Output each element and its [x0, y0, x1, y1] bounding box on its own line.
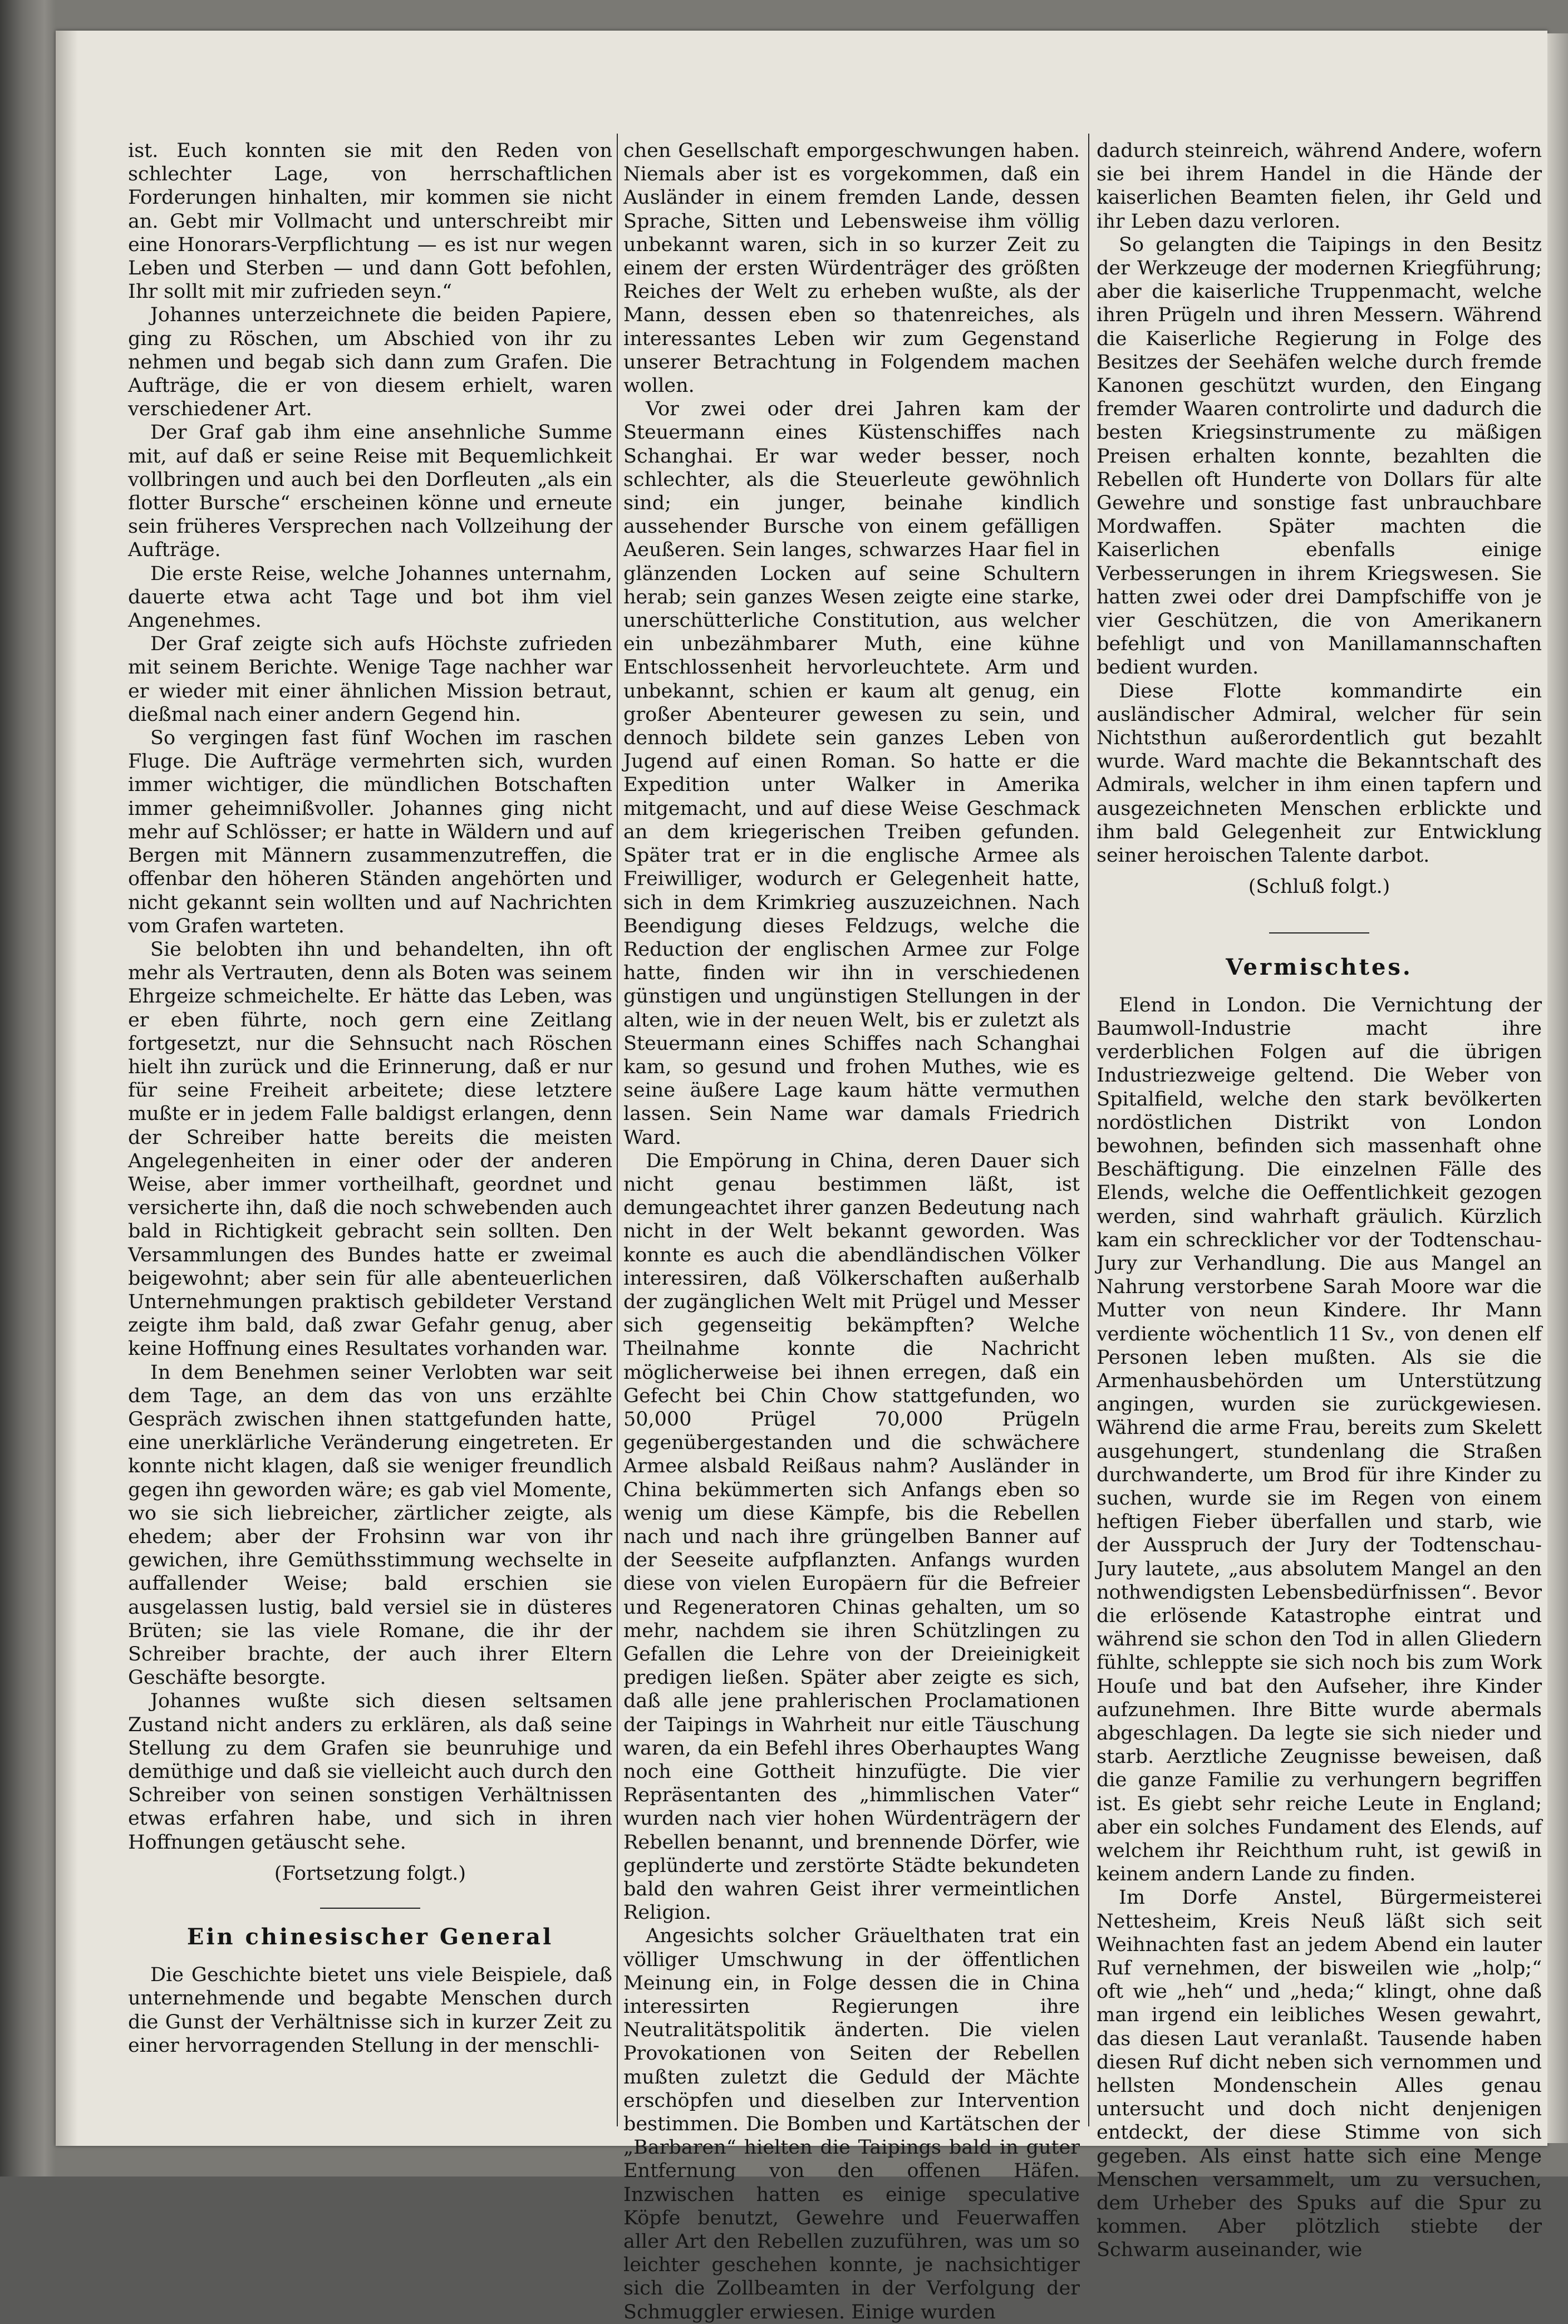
- paragraph: Sie belobten ihn und behandelten, ihn oft mehr als Vertrauten, denn als Boten was seinem Ehrgeize schmeichelte. Er hätte das Leben, was er eben führte, noch gern eine Zeitlang fortgesetzt, nur die Sehnsucht nach Röschen hielt ihn zurück und die Erinnerung, daß er nur für seine Freiheit arbeitete; diese letztere mußte er in jedem Falle baldigst erlangen, denn der Schreiber hatte bereits die meisten Angelegenheiten in einer oder der anderen Weise, aber immer vortheilhaft, geordnet und versicherte ihn, daß die noch schwebenden auch bald in Richtigkeit gebracht sein sollten. Den Versammlungen des Bundes hatte er zweimal beigewohnt; aber sein für alle abenteuerlichen Unternehmungen praktisch gebildeter Verstand zeigte ihm bald, daß zwar Gefahr genug, aber keine Hoffnung eines Resultates vorhanden war.: [128, 938, 612, 1360]
- paragraph: In dem Benehmen seiner Verlobten war seit dem Tage, an dem das von uns erzählte Gespräch zwischen ihnen stattgefunden hatte, eine unerklärliche Veränderung eingetreten. Er konnte nicht klagen, daß sie weniger freundlich gegen ihn geworden wäre; es gab viel Momente, wo sie sich liebreicher, zärtlicher zeigte, als ehedem; aber der Frohsinn war von ihr gewichen, ihre Gemüthsstimmung wechselte in auffallender Weise; bald erschien sie ausgelassen lustig, bald versiel sie in düsteres Brüten; sie las viele Romane, die ihr der Schreiber brachte, der auch ihrer Eltern Geschäfte besorgte.: [128, 1361, 612, 1689]
- paragraph: Elend in London. Die Vernichtung der Baumwoll-Industrie macht ihre verderblichen Folgen auf die übrigen Industriezweige geltend. Die Weber von Spitalfield, welche den stark bevölkerten nordöstlichen Distrikt von London bewohnen, befinden sich massenhaft ohne Beschäftigung. Die einzelnen Fälle des Elends, welche die Oeffentlichkeit gezogen werden, sind wahrhaft gräulich. Kürzlich kam ein schrecklicher vor der Todtenschau-Jury zur Verhandlung. Die aus Mangel an Nahrung verstorbene Sarah Moore war die Mutter von neun Kindere. Ihr Mann verdiente wöchentlich 11 Sv., von denen elf Personen leben mußten. Als sie die Armenhausbehörden um Unterstützung angingen, wurden sie zurückgewiesen. Während die arme Frau, bereits zum Skelett ausgehungert, stundenlang die Straßen durchwanderte, um Brod für ihre Kinder zu suchen, wurde sie im Regen von einem heftigen Fieber überfallen und starb, wie der Ausspruch der Jury der Todtenschau-Jury lautete, „aus absolutem Mangel an den nothwendigsten Lebensbedürfnissen“. Bevor die erlösende Katastrophe eintrat und während sie schon den Tod in allen Gliedern fühlte, schleppte sie sich noch bis zum Work Houſe und bat den Aufseher, ihre Kinder aufzunehmen. Ihre Bitte wurde abermals abgeschlagen. Da legte sie sich nieder und starb. Aerztliche Zeugnisse beweisen, daß die ganze Familie zu verhungern begriffen ist. Es giebt sehr reiche Leute in England; aber ein solches Fundament des Elends, auf welchem ihr Reichthum ruht, ist gewiß in keinem andern Lande zu finden.: [1097, 994, 1542, 1886]
- paragraph: Im Dorfe Anstel, Bürgermeisterei Nettesheim, Kreis Neuß läßt sich seit Weihnachten fast an jedem Abend ein lauter Ruf vernehmen, der bisweilen wie „holp;“ oft wie „heh“ und „heda;“ klingt, ohne daß man irgend ein leibliches Wesen gewahrt, das diesen Laut veranlaßt. Tausende haben diesen Ruf dicht neben sich vernommen und hellsten Mondenschein Alles genau untersucht und doch nicht denjenigen entdeckt, der diese Stimme von sich gegeben. Als einst hatte sich eine Menge Menschen versammelt, um zu versuchen, dem Urheber des Spuks auf die Spur zu kommen. Aber plötzlich stiebte der Schwarm auseinander, wie: [1097, 1886, 1542, 2262]
- paragraph: Johannes wußte sich diesen seltsamen Zustand nicht anders zu erklären, als daß seine Stellung zu dem Grafen sie beunruhige und demüthige und daß sie vielleicht auch durch den Schreiber von seinen sonstigen Verhältnissen etwas erfahren habe, und sich in ihren Hoffnungen getäuscht sehe.: [128, 1690, 612, 1854]
- paragraph: dadurch steinreich, während Andere, wofern sie bei ihrem Handel in die Hände der kaiserlichen Beamten fielen, ihr Geld und ihr Leben dazu verloren.: [1097, 140, 1542, 233]
- continuation-note: (Fortsetzung folgt.): [274, 1862, 466, 1885]
- paragraph: Die Empörung in China, deren Dauer sich nicht genau bestimmen läßt, ist demungeachtet ihrer ganzen Bedeutung nach nicht in der Welt bekannt geworden. Was konnte es auch die abendländischen Völker interessiren, daß Völkerschaften außerhalb der zugänglichen Welt mit Prügel und Messer sich gegenseitig bekämpften? Welche Theilnahme konnte die Nachricht möglicherweise bei ihnen erregen, daß ein Gefecht bei Chin Chow stattgefunden, wo 50,000 Prügel 70,000 Prügeln gegenübergestanden und die schwächere Armee alsbald Reißaus nahm? Ausländer in China bekümmerten sich Anfangs eben so wenig um diese Kämpfe, bis die Rebellen nach und nach ihre grüngelben Banner auf der Seeseite aufpflanzten. Anfangs wurden diese von vielen Europäern für die Befreier und Regeneratoren Chinas gehalten, um so mehr, nachdem sie ihren Schützlingen zu Gefallen die Lehre von der Dreieinigkeit predigen ließen. Später aber zeigte es sich, daß alle jene prahlerischen Proclamationen der Taipings in Wahrheit nur eitle Täuschung waren, da ein Befehl ihres Oberhauptes Wang noch eine Gottheit hinzufügte. Die vier Repräsentanten des „himmlischen Vater“ wurden nach vier hohen Würdenträgern der Rebellen benannt, und brennende Dörfer, wie geplünderte und zerstörte Städte bekundeten bald den wahren Geist ihrer vermeintlichen Religion.: [623, 1149, 1080, 1924]
- paragraph: Die erste Reise, welche Johannes unternahm, dauerte etwa acht Tage und bot ihm viel Angenehmes.: [128, 562, 612, 632]
- paragraph: So vergingen fast fünf Wochen im raschen Fluge. Die Aufträge vermehrten sich, wurden immer wichtiger, die mündlichen Botschaften immer geheimnißvoller. Johannes ging nicht mehr auf Schlösser; er hatte in Wäldern und auf Bergen mit Männern zusammenzutreffen, die offenbar den höheren Ständen angehörten und nicht gekannt sein wollten und auf Nachrichten vom Grafen warteten.: [128, 727, 612, 937]
- column-rule-1: [617, 134, 618, 2126]
- paragraph: ist. Euch konnten sie mit den Reden von schlechter Lage, von herrschaftlichen Forderungen hinhalten, mir kommen sie nicht an. Gebt mir Vollmacht und unterschreibt mir eine Honorars-Verpflichtung — es ist nur wegen Leben und Sterben — und dann Gott befohlen, Ihr sollt mit mir zufrieden seyn.“: [128, 140, 612, 303]
- page-binding-shadow: [56, 31, 78, 2146]
- paragraph: chen Gesellschaft emporgeschwungen haben. Niemals aber ist es vorgekommen, daß ein Ausländer in einem fremden Lande, dessen Sprache, Sitten und Lebensweise ihm völlig unbekannt waren, sich in so kurzer Zeit zu einem der ersten Würdenträger des größten Reiches der Welt zu erheben wußte, als der Mann, dessen eben so thatenreiches, als interessantes Leben wir zum Gegenstand unserer Betrachtung in Folgendem machen wollen.: [623, 140, 1080, 397]
- section-divider: [1269, 932, 1369, 933]
- paragraph: Johannes unterzeichnete die beiden Papiere, ging zu Röschen, um Abschied von ihr zu nehmen und begab sich dann zum Grafen. Die Aufträge, die er von diesem erhielt, waren verschiedener Art.: [128, 304, 612, 421]
- column-2: [623, 139, 1080, 2323]
- paragraph: Der Graf zeigte sich aufs Höchste zufrieden mit seinem Berichte. Wenige Tage nachher war er wieder mit einer ähnlichen Mission betraut, dießmal nach einer andern Gegend hin.: [128, 633, 612, 726]
- end-note: (Schluß folgt.): [1248, 876, 1390, 898]
- paragraph: Der Graf gab ihm eine ansehnliche Summe mit, auf daß er seine Reise mit Bequemlichkeit vollbringen und auch bei den Dorfleuten „als ein flotter Bursche“ erscheinen könne und erneute sein früheres Versprechen nach Vollzeihung der Aufträge.: [128, 421, 612, 562]
- article-heading: Ein chinesischer General: [186, 1924, 554, 1950]
- column-1: [128, 139, 612, 2121]
- paragraph: Die Geschichte bietet uns viele Beispiele, daß unternehmende und begabte Menschen durch die Gunst der Verhältnisse sich in kurzer Zeit zu einer hervorragenden Stellung in der menschli-: [128, 1964, 612, 2057]
- paragraph: Diese Flotte kommandirte ein ausländischer Admiral, welcher für sein Nichtsthun außerordentlich gut bezahlt wurde. Ward machte die Bekanntschaft des Admirals, welcher in ihm einen tapfern und ausgezeichneten Menschen erblickte und ihm bald Gelegenheit zur Entwicklung seiner heroischen Talente darbot.: [1097, 680, 1542, 867]
- section-heading: Vermischtes.: [1226, 954, 1413, 980]
- page-edge: [1547, 33, 1568, 2143]
- column-3: [1097, 139, 1542, 2262]
- paragraph: Vor zwei oder drei Jahren kam der Steuermann eines Küstenschiffes nach Schanghai. Er war weder besser, noch schlechter, als die Steuerleute gewöhnlich sind; ein junger, beinahe kindlich aussehender Bursche von einem gefälligen Aeußeren. Sein langes, schwarzes Haar fiel in glänzenden Locken auf seine Schultern herab; sein ganzes Wesen zeigte eine starke, unerschütterliche Constitution, aus welcher ein unbezähmbarer Muth, eine kühne Entschlossenheit hervorleuchtete. Arm und unbekannt, schien er kaum alt genug, ein großer Abenteurer gewesen zu sein, und dennoch bildete sein ganzes Leben von Jugend auf einen Roman. So hatte er die Expedition unter Walker in Amerika mitgemacht, und auf diese Weise Geschmack an dem kriegerischen Treiben gefunden. Später trat er in die englische Armee als Freiwilliger, wodurch er Gelegenheit hatte, sich in dem Krimkrieg auszuzeichnen. Nach Beendigung dieses Feldzugs, welche die Reduction der englischen Armee zur Folge hatte, finden wir ihn in verschiedenen günstigen und ungünstigen Stellungen in der alten, wie in der neuen Welt, bis er zuletzt als Steuermann eines Schiffes nach Schanghai kam, so gesund und frohen Muthes, wie es seine äußere Lage kaum hätte vermuthen lassen. Sein Name war damals Friedrich Ward.: [623, 398, 1080, 1149]
- paragraph: So gelangten die Taipings in den Besitz der Werkzeuge der modernen Kriegführung; aber die kaiserliche Truppenmacht, welche ihren Prügeln und ihren Messern. Während die Kaiserliche Regierung in Folge des Besitzes der Seehäfen welche durch fremde Kanonen geschützt wurden, den Eingang fremder Waaren controlirte und dadurch die besten Kriegsinstrumente zu mäßigen Preisen erhalten konnte, bezahlten die Rebellen oft Hunderte von Dollars für alte Gewehre und sonstige fast unbrauchbare Mordwaffen. Später machten die Kaiserlichen ebenfalls einige Verbesserungen in ihrem Kriegswesen. Sie hatten zwei oder drei Dampfschiffe von je vier Geschützen, die von Amerikanern befehligt und von Manillamannschaften bedient wurden.: [1097, 233, 1542, 679]
- column-rule-2: [1088, 134, 1089, 2126]
- paragraph: Angesichts solcher Gräuelthaten trat ein völliger Umschwung in der öffentlichen Meinung ein, in Folge dessen die in China interessirten Regierungen ihre Neutralitätspolitik änderten. Die vielen Provokationen von Seiten der Rebellen mußten zuletzt die Geduld der Mächte erschöpfen und dieselben zur Intervention bestimmen. Die Bomben und Kartätschen der „Barbaren“ hielten die Taipings bald in guter Entfernung von den offenen Häfen. Inzwischen hatten es einige speculative Köpfe benutzt, Gewehre und Feuerwaffen aller Art den Rebellen zuzuführen, was um so leichter geschehen konnte, je nachsichtiger sich die Zollbeamten in der Verfolgung der Schmuggler erwiesen. Einige wurden: [623, 1925, 1080, 2323]
- section-divider: [320, 1908, 420, 1909]
